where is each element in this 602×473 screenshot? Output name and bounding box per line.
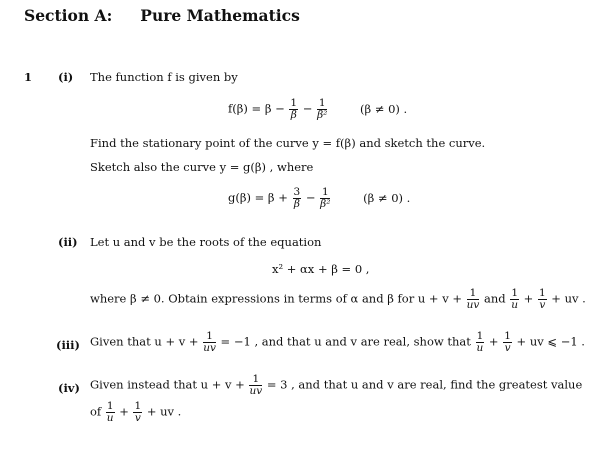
part-ii-tail: + uv . — [551, 291, 586, 306]
part-i-text-stationary: Find the stationary point of the curve y = f(β) and sketch the curve. — [90, 136, 486, 150]
fraction-denominator: uv — [249, 385, 263, 397]
part-iii-label: (iii) — [56, 338, 80, 352]
part-iii-text — [90, 331, 585, 354]
plus-sign: + — [523, 291, 534, 306]
fraction-denominator: β — [290, 109, 297, 121]
fraction-numerator: 1 — [318, 97, 326, 109]
fraction — [467, 288, 480, 311]
fraction-denominator: β² — [320, 198, 331, 210]
part-iii-text-b: = −1 , and that u and v are real, show that — [220, 334, 471, 349]
fraction-numerator: 1 — [511, 287, 518, 299]
fraction-numerator: 1 — [504, 330, 511, 342]
equation-f — [228, 98, 407, 121]
section-label: Section A: — [24, 6, 113, 25]
fraction — [293, 187, 302, 210]
fraction-numerator: 1 — [538, 287, 546, 299]
fraction — [320, 187, 330, 210]
fraction-numerator: 1 — [467, 288, 480, 300]
part-ii-label: (ii) — [58, 235, 78, 249]
fraction-numerator: 1 — [106, 400, 114, 412]
fraction-denominator: v — [134, 412, 141, 424]
part-iv-text-line2 — [90, 401, 181, 424]
fraction-numerator: 1 — [249, 374, 262, 386]
eq-f-minus: − — [302, 101, 313, 116]
plus-sign: + — [119, 404, 129, 419]
part-ii-text-a: where β ≠ 0. Obtain expressions in terms of α and β for u + v + — [90, 291, 463, 306]
fraction-denominator: uv — [203, 342, 216, 354]
fraction — [510, 288, 519, 311]
fraction-denominator: v — [504, 342, 511, 354]
part-iii-tail: + uv ⩽ −1 . — [516, 334, 585, 349]
fraction-numerator: 3 — [293, 186, 301, 198]
part-iv-text-a: Given instead that u + v + — [90, 377, 245, 392]
fraction-denominator: u — [476, 342, 484, 354]
fraction-numerator: 1 — [290, 97, 298, 109]
part-i-text-sketch: Sketch also the curve y = g(β) , where — [90, 160, 314, 174]
eq-g-condition: (β ≠ 0) . — [363, 190, 411, 205]
part-iii-text-a: Given that u + v + — [90, 334, 199, 349]
of-text: of — [90, 404, 102, 419]
plus-sign: + — [488, 334, 499, 349]
fraction — [106, 401, 115, 424]
part-iv-text — [90, 374, 582, 397]
fraction-denominator: β — [293, 198, 300, 210]
fraction — [476, 331, 485, 354]
fraction — [538, 288, 547, 311]
fraction — [317, 98, 327, 121]
section-title: Pure Mathematics — [140, 6, 300, 25]
part-ii-text: Let u and v be the roots of the equation — [90, 235, 322, 249]
part-i-intro: The function f is given by — [90, 70, 238, 84]
quadratic-equation: x² + αx + β = 0 , — [272, 262, 370, 276]
fraction — [503, 331, 512, 354]
fraction — [249, 374, 262, 397]
and-text: and — [484, 291, 506, 306]
part-ii-expressions — [90, 288, 586, 311]
part-i-label: (i) — [58, 70, 74, 84]
fraction — [203, 331, 216, 354]
fraction-numerator: 1 — [321, 186, 329, 198]
eq-g-minus: − — [305, 190, 316, 205]
fraction — [289, 98, 298, 121]
fraction-numerator: 1 — [134, 400, 142, 412]
eq-f-condition: (β ≠ 0) . — [360, 101, 408, 116]
fraction-denominator: β² — [317, 109, 328, 121]
equation-g — [228, 187, 410, 210]
fraction — [133, 401, 142, 424]
part-iv-label: (iv) — [58, 381, 80, 395]
eq-g-lhs: g(β) = β + — [228, 190, 288, 205]
part-iv-tail: + uv . — [146, 404, 182, 419]
fraction-numerator: 1 — [203, 331, 216, 343]
fraction-denominator: u — [511, 299, 519, 311]
section-header — [24, 6, 300, 25]
fraction-denominator: u — [106, 412, 114, 424]
fraction-numerator: 1 — [476, 330, 484, 342]
eq-f-lhs: f(β) = β − — [228, 101, 285, 116]
fraction-denominator: uv — [466, 299, 480, 311]
part-iv-text-b: = 3 , and that u and v are real, find the greatest value — [266, 377, 583, 392]
question-number: 1 — [24, 70, 33, 84]
fraction-denominator: v — [539, 299, 546, 311]
